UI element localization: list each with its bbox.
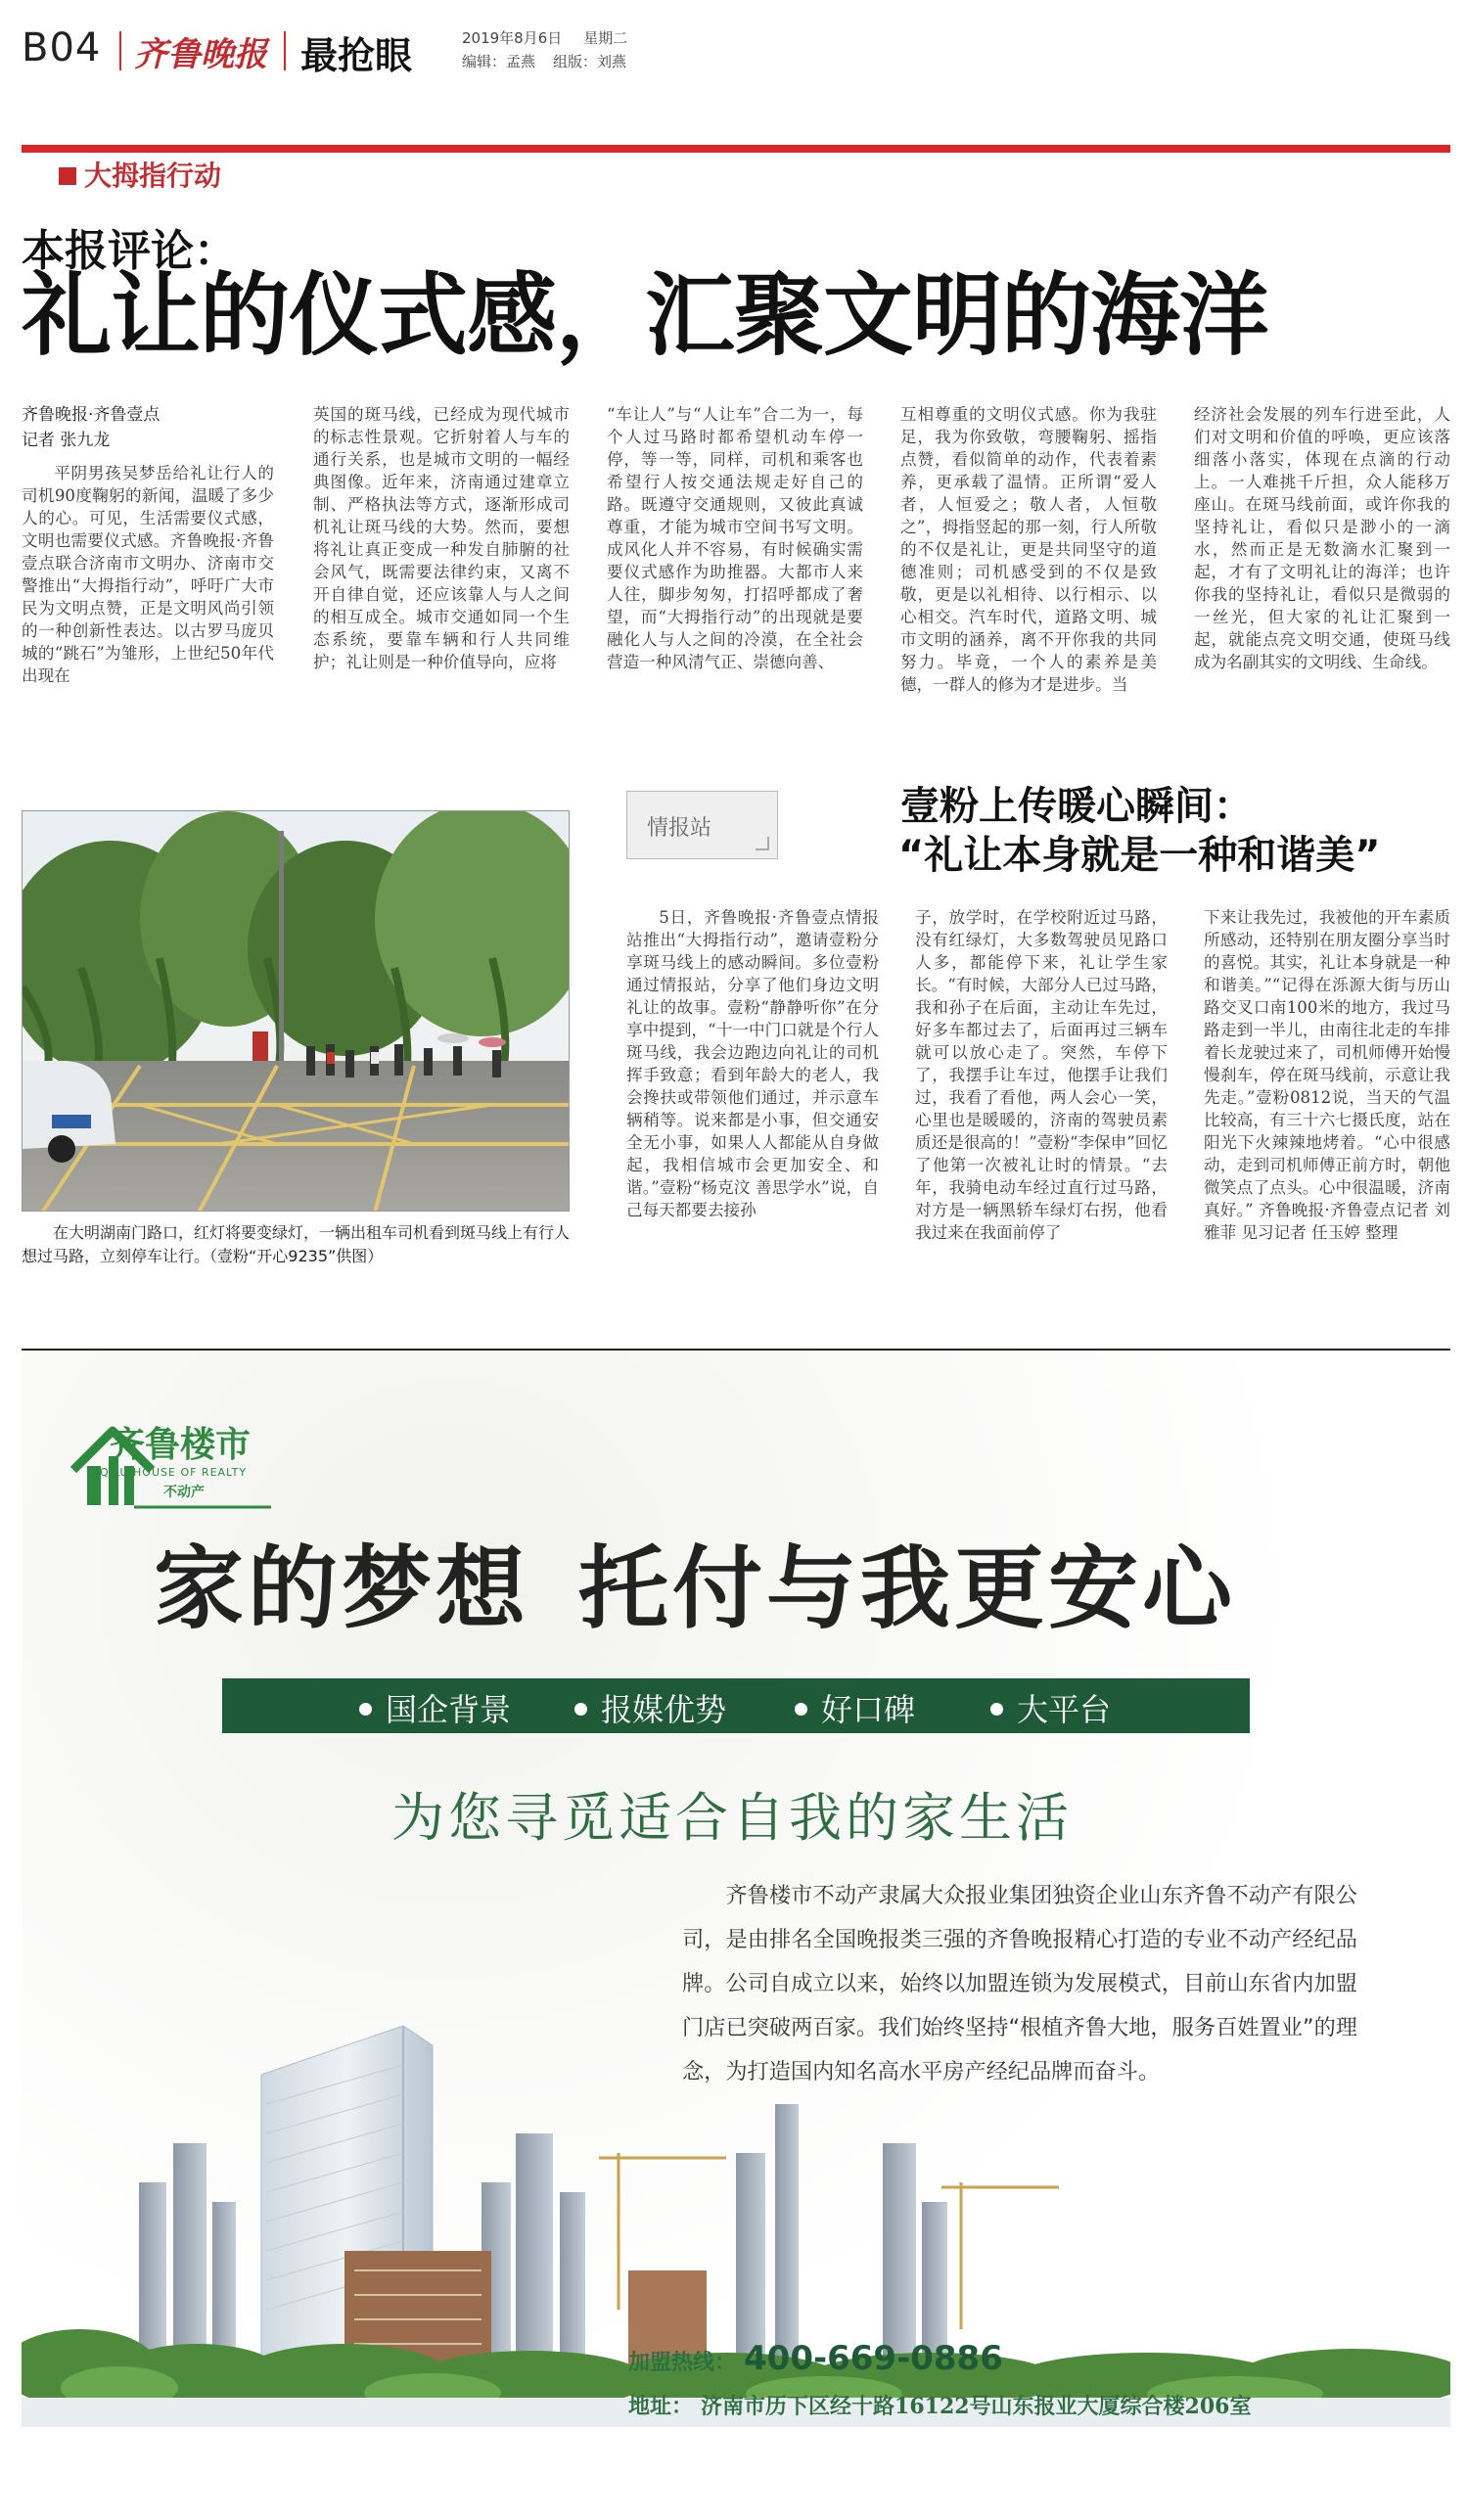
sub-article-title-line1: 壹粉上传暖心瞬间： (900, 784, 1253, 829)
paragraph: 下来让我先过，我被他的开车素质所感动，还特别在朋友圈分享当时的喜悦。其实，礼让本身就是一种和谐美。”“记得在泺源大街与历山路交叉口南100米的地方，我过马路走到一半儿，由南往北走的车排着长龙驶过来了，司机师傅开始慢慢刹车，停在斑马线前，示意让我先走。”壹粉0812说，当天的气温比较高，有三十六七摄氏度，站在阳光下火辣辣地烤着。“心中很感动，走到司机师傅正前方时，朝他微笑点了点头。心中很温暖，济南真好。” 齐鲁晚报·齐鲁壹点记者 刘雅菲 见习记者 任玉婷 整理 (1204, 908, 1450, 1242)
byline (22, 403, 274, 452)
byline-source: 齐鲁晚报·齐鲁壹点 (22, 405, 161, 425)
feature-item: 国企背景 (359, 1685, 511, 1730)
sub-article-column-3 (1204, 906, 1450, 1337)
byline-reporter: 记者 张九龙 (22, 431, 111, 450)
paragraph: 平阴男孩吴梦岳给礼让行人的司机90度鞠躬的新闻，温暖了多少人的心。可见，生活需要仪式感，文明也需要仪式感。齐鲁晚报·齐鲁壹点联合济南市文明办、济南市交警推出“大拇指行动”，呼吁广大市民为文明点赞，正是文明风尚引领的一种创新性表达。以古罗马庞贝城的“跳石”为雏形，上世纪50年代出现在 (22, 464, 274, 685)
address (628, 2390, 1251, 2420)
hotline-number[interactable]: 400-669-0886 (744, 2339, 1003, 2378)
article-column-3 (607, 403, 863, 751)
editorial-credits (462, 51, 644, 71)
sub-article-column-2 (915, 906, 1168, 1337)
divider (119, 31, 121, 70)
address-label: 地址： (628, 2394, 694, 2419)
article-column-2 (313, 403, 570, 751)
slogan-part-1: 家的梦想 (154, 1535, 530, 1641)
hotline (628, 2339, 1003, 2378)
bullet-icon (990, 1703, 1003, 1716)
logo-english-name: QILU HOUSE OF REALTY (100, 1466, 248, 1479)
hotline-label: 加盟热线： (628, 2350, 737, 2375)
ad-slogan (154, 1517, 1236, 1646)
square-icon (59, 167, 76, 185)
photo-caption: 在大明湖南门路口，红灯将要变绿灯，一辆出租车司机看到斑马线上有行人想过马路，立刻停车让行。（壹粉“开心9235”供图） (22, 1223, 571, 1265)
section-title: 最抢眼 (300, 34, 413, 77)
article-column-1 (22, 403, 274, 751)
campaign-label: 大拇指行动 (59, 155, 221, 194)
bullet-icon (574, 1703, 587, 1716)
red-rule (22, 145, 1450, 153)
address-text: 济南市历下区经十路16122号山东报业大厦综合楼206室 (701, 2394, 1252, 2419)
masthead (22, 22, 1450, 80)
ad-tagline: 为您寻觅适合自我的家生活 (391, 1787, 1073, 1849)
bullet-icon (359, 1703, 372, 1716)
editor: 编辑：孟燕 (462, 53, 536, 70)
feature-item: 报媒优势 (574, 1685, 726, 1730)
news-photo (22, 810, 570, 1212)
corner-mark-icon (756, 837, 769, 850)
slogan-part-2: 托付与我更安心 (578, 1535, 1237, 1641)
sub-article-title-line2: “礼让本身就是一种和谐美” (898, 833, 1381, 878)
info-station-label: 情报站 (647, 816, 712, 841)
newspaper-logo: 齐鲁晚报 (134, 35, 267, 74)
paragraph: 互相尊重的文明仪式感。你为我驻足，我为你致敬，弯腰鞠躬、摇指点赞，看似简单的动作，代表着素养，更承载了温情。正所谓“爱人者，人恒爱之；敬人者，人恒敬之”，拇指竖起的那一刻，行人所敬的不仅是礼让，更是共同坚守的道德准则；司机感受到的不仅是致敬，更是以礼相待、以行相示、以心相交。汽车时代，道路文明、城市文明的涵养，离不开你我的共同努力。毕竟，一个人的素养是美德，一群人的修为才是进步。当 (900, 405, 1157, 694)
feature-item: 大平台 (990, 1685, 1111, 1730)
info-station-tag (626, 791, 778, 859)
paragraph: 经济社会发展的列车行进至此，人们对文明和价值的呼唤，更应该落细落小落实，体现在点滴的行动上。一人难挑千斤担，众人能移万座山。在斑马线前面，或许你我的坚持礼让，看似只是渺小的一滴水，然而正是无数滴水汇聚到一起，才有了文明礼让的海洋；也许你我的坚持礼让，看似只是微弱的一丝光，但大家的礼让汇聚到一起，就能点亮文明交通，使斑马线成为名副其实的文明线、生命线。 (1194, 405, 1450, 671)
article-headline: 礼让的仪式感，汇聚文明的海洋 (22, 263, 1269, 368)
paragraph: “车让人”与“人让车”合二为一，每个人过马路时都希望机动车停一停，等一等，同样，司机和乘客也希望行人按交通法规走好自己的路。既遵守交通规则，又彼此真诚尊重，才能为城市空间书写文明。成风化人并不容易，有时候确实需要仪式感作为助推器。大都市人来人往，脚步匆匆，打招呼都成了奢望，而“大拇指行动”的出现就是要融化人与人之间的冷漠，在全社会营造一种风清气正、崇德向善、 (607, 405, 863, 671)
date: 2019年8月6日 (462, 29, 563, 47)
features-bar (222, 1678, 1250, 1733)
article-column-4 (900, 403, 1157, 751)
issue-date (462, 27, 649, 48)
layout-editor: 组版：刘燕 (553, 53, 627, 70)
sub-article-column-1 (626, 906, 879, 1337)
logo-subtitle: 不动产 (163, 1485, 205, 1500)
street-crossing-photo (23, 811, 570, 1212)
real-estate-advertisement (22, 1351, 1450, 2505)
weekday: 星期二 (583, 29, 628, 47)
paragraph: 5日，齐鲁晚报·齐鲁壹点情报站推出“大拇指行动”，邀请壹粉分享斑马线上的感动瞬间。多位壹粉通过情报站，分享了他们身边文明礼让的故事。壹粉“静静听你”在分享中提到，“十一中门口就是个行人斑马线，我会边跑边向礼让的司机挥手致意；看到年龄大的老人，我会搀扶或带领他们通过，并示意车辆稍等。说来都是小事，但交通安全无小事，如果人人都能从自身做起，我相信城市会更加安全、和谐。”壹粉“杨克汶 善思学水”说，自己每天都要去接孙 (626, 908, 879, 1219)
bullet-icon (795, 1703, 807, 1716)
logo-chinese-name: 齐鲁楼市 (110, 1425, 252, 1465)
paragraph: 英国的斑马线，已经成为现代城市的标志性景观。它折射着人与车的通行关系，也是城市文明的一幅经典图像。近年来，济南通过建章立制、严格执法等方式，逐渐形成司机礼让斑马线的大势。然而，要想将礼让真正变成一种发自肺腑的社会风气，既需要法律约束，又离不开自律自觉，还应该靠人与人之间的相互成全。城市交通如同一个生态系统，要靠车辆和行人共同维护；礼让则是一种价值导向，应将 (313, 405, 570, 671)
paragraph: 子，放学时，在学校附近过马路，没有红绿灯，大多数驾驶员见路口人多，都能停下来，礼让学生家长。“有时候，大部分人已过马路，我和孙子在后面，主动让车先过，好多车都过去了，后面再过三辆车就可以放心走了。突然，车停下了，我摆手让车过，他摆手让我们过，我看了看他，两人会心一笑，心里也是暖暖的，济南的驾驶员素质还是很高的！”壹粉“李保申”回忆了他第一次被礼让时的情景。“去年，我骑电动车经过直行过马路，对方是一辆黑轿车绿灯右拐，他看我过来在我面前停了 (915, 908, 1168, 1242)
company-description: 齐鲁楼市不动产隶属大众报业集团独资企业山东齐鲁不动产有限公司，是由排名全国晚报类三强的齐鲁晚报精心打造的专业不动产经纪品牌。公司自成立以来，始终以加盟连锁为发展模式，目前山东省内加盟门店已突破两百家。我们始终坚持“根植齐鲁大地，服务百姓置业”的理念，为打造国内知名高水平房产经纪品牌而奋斗。 (682, 1883, 1357, 2085)
page-number: B04 (22, 25, 102, 70)
article-kicker: 本报评论： (22, 226, 237, 276)
divider (284, 31, 286, 70)
article-column-5 (1194, 403, 1450, 751)
feature-item: 好口碑 (795, 1685, 915, 1730)
